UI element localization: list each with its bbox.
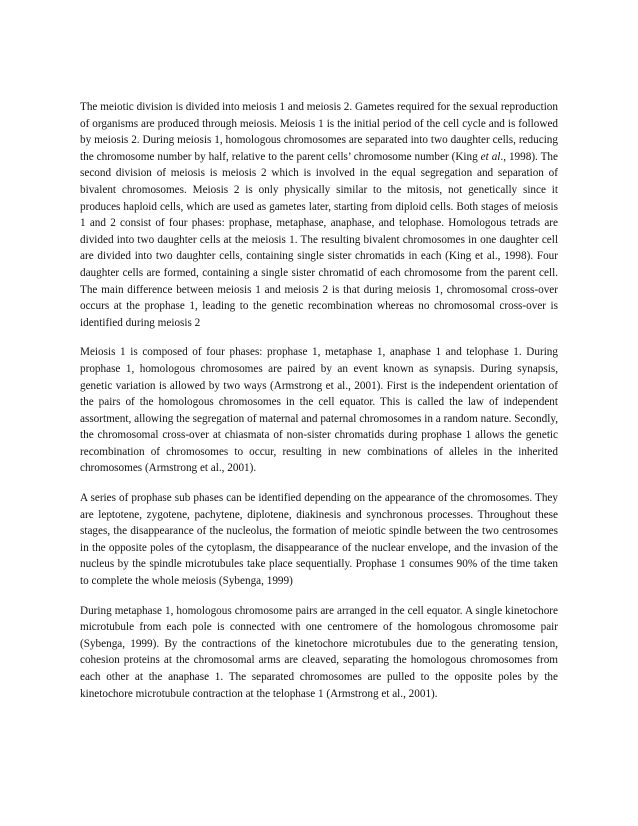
document-body: [80, 99, 558, 702]
citation-italic: et al: [480, 150, 501, 163]
paragraph-meiosis-overview: [80, 99, 558, 331]
paragraph-text: The meiotic division is divided into meiosis 1 and meiosis 2. Gametes required for the sexual reproduction of organisms are produced through meiosis. Meiosis 1 is the initial period of the cell cycle and is followed by meiosis 2. During meiosis 1, homologous chromosomes are separated into two daughter cells, reducing the chromosome number by half, relative to the parent cells’ chromosome number (King: [80, 101, 558, 163]
paragraph-meiosis-1-phases: Meiosis 1 is composed of four phases: prophase 1, metaphase 1, anaphase 1 and telophase 1. During prophase 1, homologous chromosomes are paired by an event known as synapsis. During synapsis, genetic variation is allowed by two ways (Armstrong et al., 2001). First is the independent orientation of the pairs of the homologous chromosomes in the cell equator. This is called the law of independent assortment, allowing the segregation of maternal and paternal chromosomes in a random nature. Secondly, the chromosomal cross-over at chiasmata of non-sister chromatids during prophase 1 allows the genetic recombination of chromosomes to occur, resulting in new combinations of alleles in the inherited chromosomes (Armstrong et al., 2001).: [80, 346, 558, 475]
paragraph-prophase-subphases: A series of prophase sub phases can be identified depending on the appearance of the chromosomes. They are leptotene, zygotene, pachytene, diplotene, diakinesis and synchronous processes. Throughout these stages, the disappearance of the nucleolus, the formation of meiotic spindle between the two centrosomes in the opposite poles of the cytoplasm, the disappearance of the nuclear envelope, and the invasion of the nucleus by the spindle microtubules take place sequentially. Prophase 1 consumes 90% of the time taken to complete the whole meiosis (Sybenga, 1999): [80, 492, 558, 588]
paragraph-metaphase-1: During metaphase 1, homologous chromosome pairs are arranged in the cell equator. A single kinetochore microtubule from each pole is connected with one centromere of the homologous chromosome pair (Sybenga, 1999). By the contractions of the kinetochore microtubules due to the generating tension, cohesion proteins at the chromosomal arms are cleaved, separating the homologous chromosomes from each other at the anaphase 1. The separated chromosomes are pulled to the opposite poles by the kinetochore microtubule contraction at the telophase 1 (Armstrong et al., 2001).: [80, 604, 558, 700]
paragraph-text: ., 1998). The second division of meiosis is meiosis 2 which is involved in the equal segregation and separation of bivalent chromosomes. Meiosis 2 is only physically similar to the mitosis, not genetically since it produces haploid cells, which are used as gametes later, starting from diploid cells. Both stages of meiosis 1 and 2 consist of four phases: prophase, metaphase, anaphase, and telophase. Homologous tetrads are divided into two daughter cells at the meiosis 1. The resulting bivalent chromosomes in one daughter cell are divided into two daughter cells, containing single sister chromatids in each (King et al., 1998). Four daughter cells are formed, containing a single sister chromatid of each chromosome from the parent cell. The main difference between meiosis 1 and meiosis 2 is that during meiosis 1, chromosomal cross-over occurs at the prophase 1, leading to the genetic recombination whereas no chromosomal cross-over is identified during meiosis 2: [80, 150, 558, 329]
